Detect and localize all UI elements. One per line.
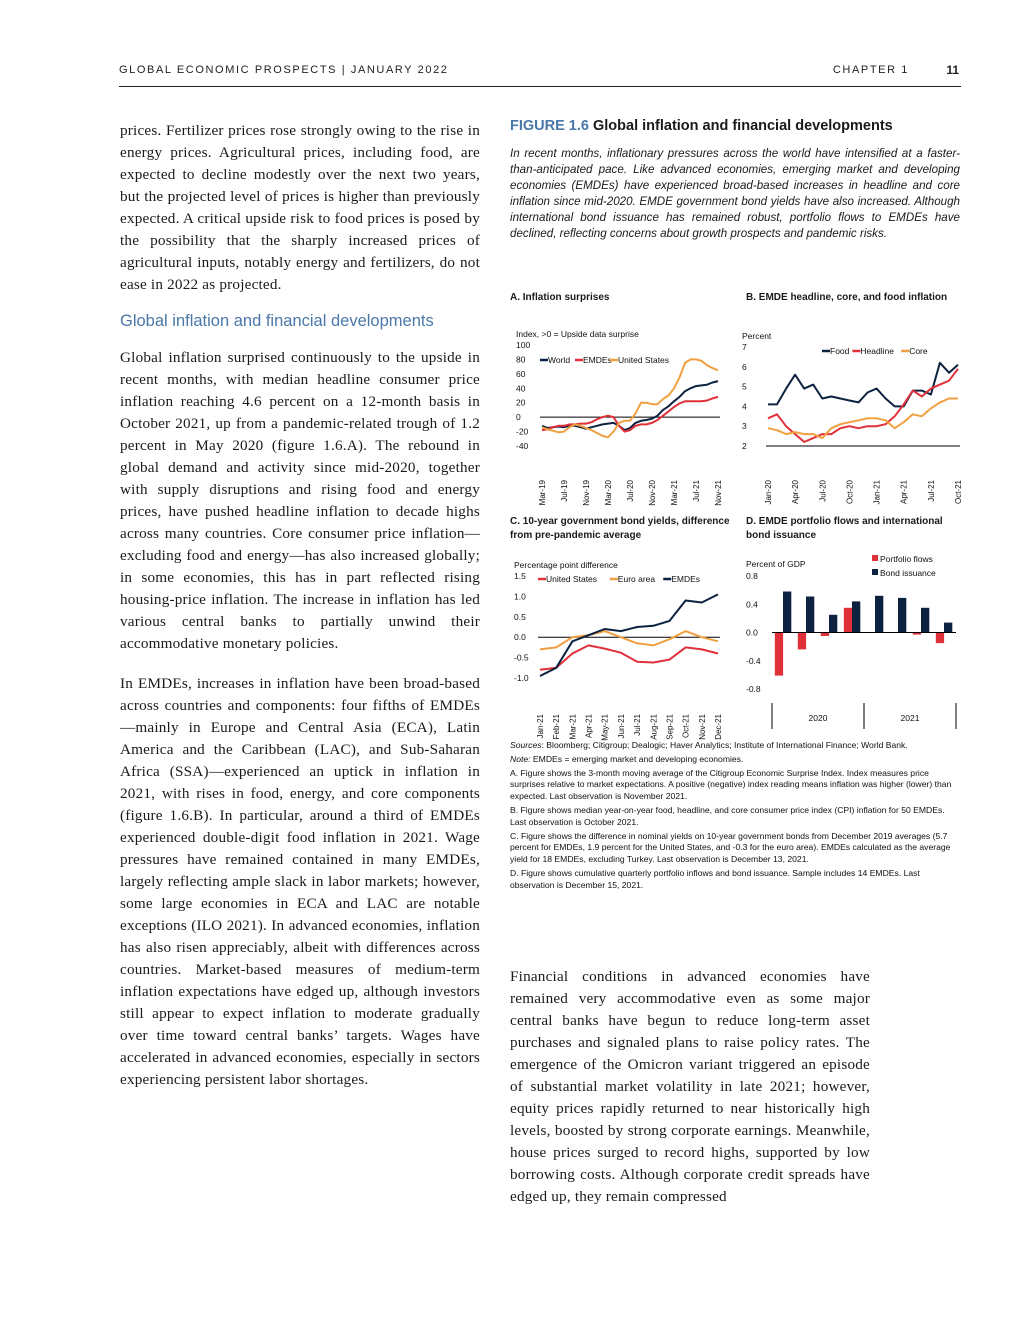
chart-a-svg bbox=[510, 325, 725, 515]
panel-title: D. EMDE portfolio flows and international bond issuance bbox=[746, 516, 943, 541]
y-tick-label: 1.0 bbox=[514, 591, 526, 602]
x-tick-label: Jan-21 bbox=[536, 714, 545, 739]
x-tick-label: Jul-19 bbox=[560, 480, 569, 502]
bar-portfolio-flows bbox=[775, 633, 783, 676]
legend-label: EMDEs bbox=[671, 574, 701, 584]
x-tick-label: Jan-21 bbox=[872, 480, 882, 505]
y-tick-label: 2 bbox=[742, 441, 747, 451]
bar-portfolio-flows bbox=[844, 608, 852, 633]
publication-title: GLOBAL ECONOMIC PROSPECTS | JANUARY 2022 bbox=[119, 64, 449, 76]
x-tick-label: Oct-20 bbox=[845, 480, 855, 505]
legend-label: Portfolio flows bbox=[880, 554, 933, 564]
y-axis-label: Percentage point difference bbox=[514, 560, 618, 570]
x-tick-label: Sep-21 bbox=[665, 714, 675, 740]
y-tick-label: 6 bbox=[742, 361, 747, 372]
y-tick-label: 20 bbox=[516, 397, 526, 408]
x-tick-label: Jul-21 bbox=[633, 714, 643, 736]
paragraph: prices. Fertilizer prices rose strongly owing to the rise in energy prices. Agricultural prices, including food, are expected to decline modestly over the next two years, but the projected level of prices is higher than previously expected. A critical upside risk to food prices is posed by the possibility that the sharply increased prices of agricultural inputs, notably energy and fertilizers, do not ease in 2022 as projected. bbox=[120, 122, 480, 293]
note-b: B. Figure shows median year-on-year food, headline, and core consumer price index (CPI) inflation for 50 EMDEs. Last observation is October 2021. bbox=[510, 804, 945, 827]
y-tick-label: -40 bbox=[516, 441, 529, 451]
x-tick-label: Apr-21 bbox=[584, 714, 594, 739]
legend-label: Euro area bbox=[617, 574, 656, 584]
bar-bond-issuance bbox=[829, 615, 837, 633]
x-tick-label: Aug-21 bbox=[649, 714, 659, 740]
x-tick-label: Jun-21 bbox=[616, 714, 626, 739]
x-tick-label: Mar-21 bbox=[670, 480, 679, 506]
y-tick-label: -0.4 bbox=[746, 655, 761, 666]
figure-title-text: Global inflation and financial developments bbox=[593, 118, 893, 134]
series-line-world bbox=[542, 381, 718, 430]
figure-notes bbox=[510, 740, 960, 894]
note-d: D. Figure shows cumulative quarterly portfolio inflows and bond issuance. Sample includes 14 EMDEs. Last observation is December 15, 2021. bbox=[510, 867, 920, 890]
figure-intro: In recent months, inflationary pressures across the world have intensified at a faster-than-anticipated pace. Like advanced economies, emerging market and developing economies (EMDEs) have experienced broad-based increases in headline and core inflation since mid-2020. EMDE government bond yields have also increased. Although international bond issuance has remained robust, portfolio flows to EMDEs have declined, reflecting concerns about growth prospects and pandemic risks. bbox=[510, 147, 960, 240]
x-tick-label: May-21 bbox=[600, 714, 610, 741]
x-tick-label: Mar-19 bbox=[538, 480, 547, 506]
x-group-label: 2020 bbox=[808, 713, 828, 723]
y-tick-label: -20 bbox=[516, 426, 529, 437]
chart-panel-b bbox=[742, 291, 963, 505]
y-tick-label: 0.8 bbox=[746, 571, 758, 581]
bar-bond-issuance bbox=[806, 597, 814, 633]
y-tick-label: -1.0 bbox=[514, 673, 529, 683]
y-tick-label: 4 bbox=[742, 401, 747, 412]
x-group-label: 2021 bbox=[900, 713, 920, 723]
y-tick-label: 0 bbox=[516, 412, 521, 423]
y-tick-label: 5 bbox=[742, 381, 747, 392]
legend-label: United States bbox=[546, 574, 598, 584]
series-line-core bbox=[768, 399, 958, 439]
panel-title: C. 10-year government bond yields, difference from pre-pandemic average bbox=[510, 516, 730, 541]
note-a: A. Figure shows the 3-month moving average of the Citigroup Economic Surprise Index. Index measures price surprises relative to market expectations. A positive (negative) index reading means inflation was higher (lower) than expected. Last observation is November 2021. bbox=[510, 767, 952, 802]
y-tick-label: 80 bbox=[516, 354, 526, 365]
legend-label: Bond issuance bbox=[880, 568, 936, 578]
y-tick-label: 0.5 bbox=[514, 611, 526, 622]
y-axis-label: Percent bbox=[742, 331, 772, 341]
x-tick-label: Nov-21 bbox=[697, 714, 707, 740]
left-column bbox=[120, 120, 480, 1103]
legend-swatch bbox=[872, 555, 878, 561]
y-tick-label: 3 bbox=[742, 421, 747, 432]
legend-label: United States bbox=[618, 355, 670, 365]
running-header bbox=[119, 64, 961, 87]
legend-label: Headline bbox=[860, 346, 894, 356]
paragraph: Financial conditions in advanced economies have remained very accommodative even as some major central banks have begun to reduce long-term asset purchases and signaled plans to raise policy rates. The emergence of the Omicron variant triggered an episode of substantial market volatility in late 2021; however, equity prices rapidly returned to near historically high levels, boosted by strong corporate earnings. Meanwhile, house prices surged to record highs, supported by low borrowing costs. Although corporate credit spreads have edged up, they remain compressed bbox=[510, 968, 870, 1205]
page-number: 11 bbox=[946, 63, 959, 77]
x-tick-label: Feb-21 bbox=[552, 714, 562, 740]
y-axis-label: Percent of GDP bbox=[746, 559, 806, 569]
y-tick-label: 40 bbox=[516, 383, 526, 394]
series-line-food bbox=[768, 363, 958, 407]
bar-bond-issuance bbox=[875, 596, 883, 633]
y-tick-label: 0.0 bbox=[746, 627, 758, 638]
figure-number: FIGURE 1.6 bbox=[510, 118, 589, 134]
x-tick-label: Nov-19 bbox=[582, 480, 591, 506]
x-tick-label: Nov-21 bbox=[714, 480, 723, 506]
y-axis-label: Index, >0 = Upside data surprise bbox=[516, 329, 639, 339]
x-tick-label: Dec-21 bbox=[714, 714, 723, 740]
paragraph: Global inflation surprised continuously to the upside in recent months, with median headline consumer price inflation reaching 4.6 percent on a 12-month basis in October 2021, up from a pandemic-related trough of 1.2 percent in May 2020 (figure 1.6.A). The rebound in global demand and activity since mid-2020, together with supply disruptions and rising food and energy prices, have pushed headline inflation to decade highs across many countries. Core consumer price inflation—excluding food and energy—has also increased globally; in some economies, this has in part reflected rising housing-price inflation. The increase in inflation has led various central banks to partially unwind their accommodative monetary policies. bbox=[120, 349, 480, 652]
legend-label: EMDEs bbox=[583, 355, 612, 365]
bar-portfolio-flows bbox=[936, 633, 944, 644]
chart-panel-d bbox=[746, 515, 961, 723]
section-heading: Global inflation and financial developments bbox=[120, 312, 434, 330]
series-line-headline bbox=[768, 369, 958, 442]
y-tick-label: 0.4 bbox=[746, 599, 758, 610]
bar-bond-issuance bbox=[783, 592, 791, 633]
chart-c-svg bbox=[510, 555, 725, 755]
x-tick-label: Nov-20 bbox=[648, 480, 657, 506]
y-tick-label: 7 bbox=[742, 342, 747, 352]
x-tick-label: Mar-21 bbox=[568, 714, 578, 740]
y-tick-label: 1.5 bbox=[514, 571, 526, 581]
legend-swatch bbox=[872, 569, 878, 575]
bar-portfolio-flows bbox=[798, 633, 806, 650]
legend-label: Food bbox=[830, 346, 850, 356]
note-c: C. Figure shows the difference in nominal yields on 10-year government bonds from December 2019 averages (5.7 percent for EMDEs, 1.9 percent for the United States, and -0.3 for the euro area). EMDEs calculated as the average yield for 18 EMDEs, excluding Turkey. Last observation is December 13, 2021. bbox=[510, 830, 951, 865]
chart-panel-c bbox=[510, 515, 730, 741]
y-tick-label: -0.8 bbox=[746, 684, 761, 694]
abbrev-note: Note: EMDEs = emerging market and developing economies. bbox=[510, 753, 744, 764]
y-tick-label: -0.5 bbox=[514, 652, 529, 663]
panel-title: A. Inflation surprises bbox=[510, 292, 610, 303]
y-tick-label: 60 bbox=[516, 368, 526, 379]
x-tick-label: Jan-20 bbox=[764, 480, 773, 505]
chart-d-svg bbox=[746, 555, 961, 755]
x-tick-label: Apr-20 bbox=[791, 480, 801, 505]
paragraph: In EMDEs, increases in inflation have been broad-based across countries and components: four fifths of EMDEs—mainly in Europe and Central Asia (ECA), Latin America and the Caribbean (LAC), and Sub-Saharan Africa (SSA)—experienced an uptick in inflation in 2021, with rises in food, energy, and core components (figure 1.6.B). In particular, around a third of EMDEs experienced double-digit food inflation in 2021. Wage pressures have remained contained in many EMDEs, largely reflecting ample slack in labor markets; however, some large economies in ECA and LAC are notable exceptions (ILO 2021). In advanced economies, inflation has also risen appreciably, albeit with differences across countries. Market-based measures of medium-term inflation expectations have edged up, although investors still appear to expect inflation to moderate gradually over time toward central banks’ targets. Wages have accelerated in advanced economies, especially in sectors experiencing persistent labor shortages. bbox=[120, 675, 480, 1088]
figure-1-6 bbox=[510, 118, 960, 242]
bar-bond-issuance bbox=[852, 601, 860, 632]
bar-bond-issuance bbox=[921, 608, 929, 633]
legend-label: Core bbox=[909, 346, 928, 356]
x-tick-label: Oct-21 bbox=[681, 714, 691, 739]
x-tick-label: Oct-21 bbox=[954, 480, 963, 505]
bar-bond-issuance bbox=[898, 598, 906, 633]
legend-label: World bbox=[548, 355, 571, 365]
x-tick-label: Jul-21 bbox=[926, 480, 936, 502]
y-tick-label: 100 bbox=[516, 340, 531, 350]
y-tick-label: 0.0 bbox=[514, 632, 526, 643]
x-tick-label: Jul-20 bbox=[818, 480, 828, 502]
chapter-label: CHAPTER 1 bbox=[832, 64, 909, 76]
x-tick-label: Apr-21 bbox=[899, 480, 909, 505]
series-line-euro-area bbox=[540, 631, 718, 649]
sources-note: Sources: Bloomberg; Citigroup; Dealogic; Haver Analytics; Institute of International Finance; World Bank. bbox=[510, 740, 908, 750]
bar-bond-issuance bbox=[944, 623, 952, 633]
x-tick-label: Mar-20 bbox=[604, 480, 613, 506]
series-line-emdes bbox=[540, 594, 718, 676]
right-column bbox=[510, 966, 870, 1220]
figure-title bbox=[510, 118, 960, 134]
x-tick-label: Jul-21 bbox=[692, 480, 701, 502]
x-tick-label: Jul-20 bbox=[626, 480, 635, 502]
panel-title: B. EMDE headline, core, and food inflation bbox=[746, 292, 948, 303]
chart-b-svg bbox=[742, 325, 963, 515]
chart-panel-a bbox=[510, 291, 725, 506]
bar-portfolio-flows bbox=[821, 633, 829, 637]
